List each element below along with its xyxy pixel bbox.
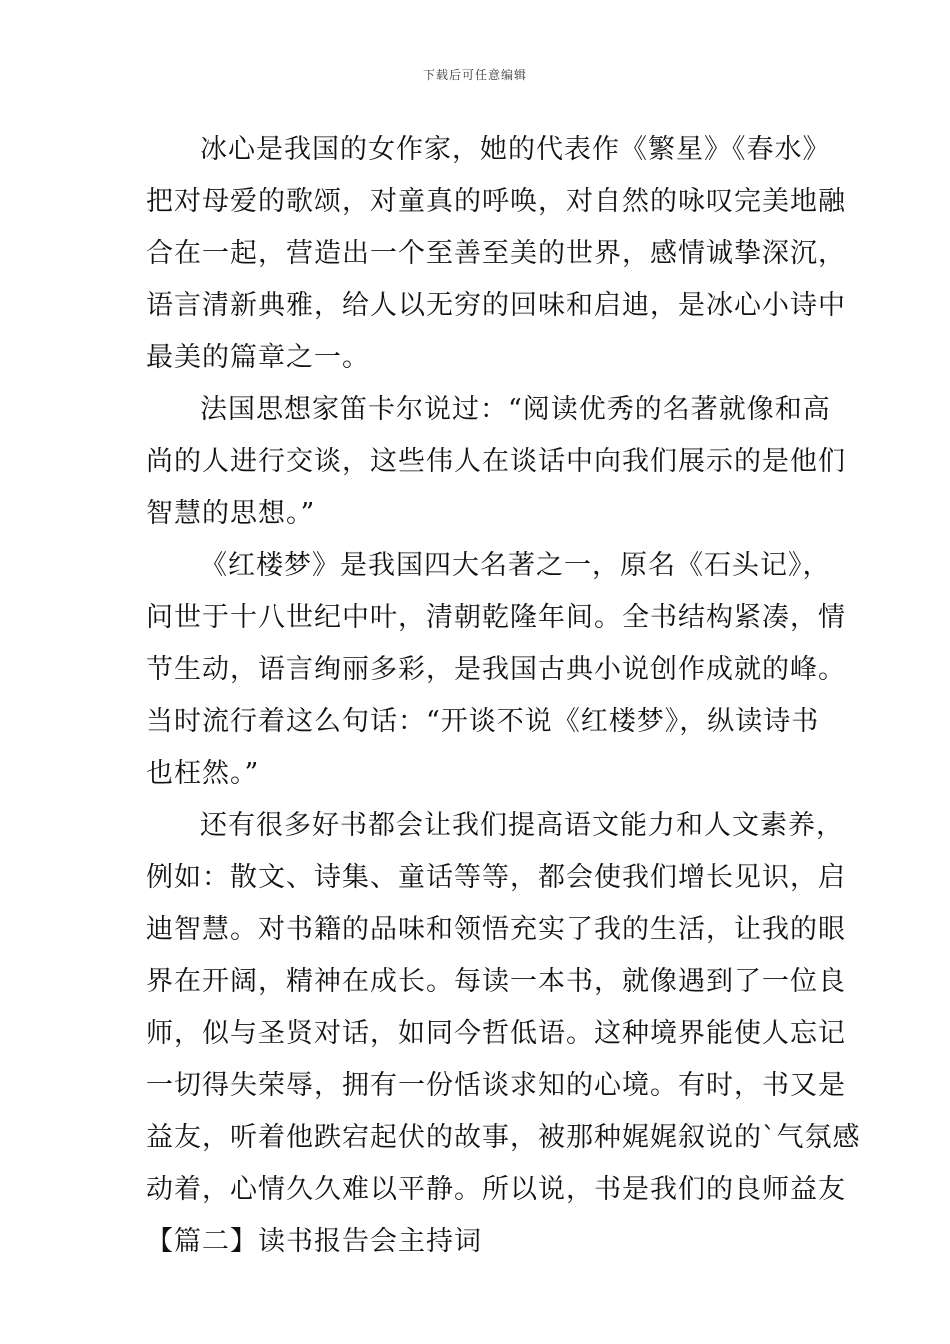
paragraph-good-books (146, 800, 861, 1216)
paragraph-line: 例如：散文、诗集、童话等等，都会使我们增长见识，启 (146, 862, 846, 893)
paragraph-line: 最美的篇章之一。 (146, 342, 370, 373)
paragraph-line: 界在开阔，精神在成长。每读一本书，就像遇到了一位良 (146, 966, 846, 997)
paragraph-line: 尚的人进行交谈，这些伟人在谈话中向我们展示的是他们 (146, 446, 846, 477)
paragraph-bingxin (146, 124, 846, 384)
paragraph-line: 合在一起，营造出一个至善至美的世界，感情诚挚深沉， (146, 238, 846, 269)
header-note: 下载后可任意编辑 (422, 68, 527, 82)
paragraph-line: 《红楼梦》是我国四大名著之一，原名《石头记》， (200, 550, 831, 581)
document-body (146, 124, 861, 1268)
paragraph-line: 法国思想家笛卡尔说过：“阅读优秀的名著就像和高 (200, 394, 831, 425)
paragraph-line: 把对母爱的歌颂，对童真的呼唤，对自然的咏叹完美地融 (146, 186, 846, 217)
paragraph-line: 动着，心情久久难以平静。所以说，书是我们的良师益友 (146, 1174, 846, 1205)
paragraph-line: 一切得失荣辱，拥有一份恬谈求知的心境。有时，书又是 (146, 1070, 846, 1101)
paragraph-line: 冰心是我国的女作家，她的代表作《繁星》《春水》 (200, 134, 831, 165)
paragraph-line: 也枉然。” (146, 758, 260, 789)
paragraph-line: 问世于十八世纪中叶，清朝乾隆年间。全书结构紧凑，情 (146, 602, 846, 633)
paragraph-hongloumeng (146, 540, 846, 800)
paragraph-line: 迪智慧。对书籍的品味和领悟充实了我的生活，让我的眼 (146, 914, 846, 945)
paragraph-line: 语言清新典雅，给人以无穷的回味和启迪，是冰心小诗中 (146, 290, 846, 321)
section-heading: 【篇二】读书报告会主持词 (146, 1226, 482, 1257)
paragraph-line: 师，似与圣贤对话，如同今哲低语。这种境界能使人忘记 (146, 1018, 846, 1049)
paragraph-descartes (146, 384, 846, 540)
paragraph-line: 节生动，语言绚丽多彩，是我国古典小说创作成就的峰。 (146, 654, 846, 685)
paragraph-line: 益友，听着他跌宕起伏的故事，被那种娓娓叙说的`气氛感 (146, 1122, 861, 1153)
paragraph-line: 智慧的思想。” (146, 498, 316, 529)
paragraph-line: 当时流行着这么句话：“开谈不说《红楼梦》，纵读诗书 (146, 706, 820, 737)
paragraph-line: 还有很多好书都会让我们提高语文能力和人文素养， (200, 810, 844, 841)
